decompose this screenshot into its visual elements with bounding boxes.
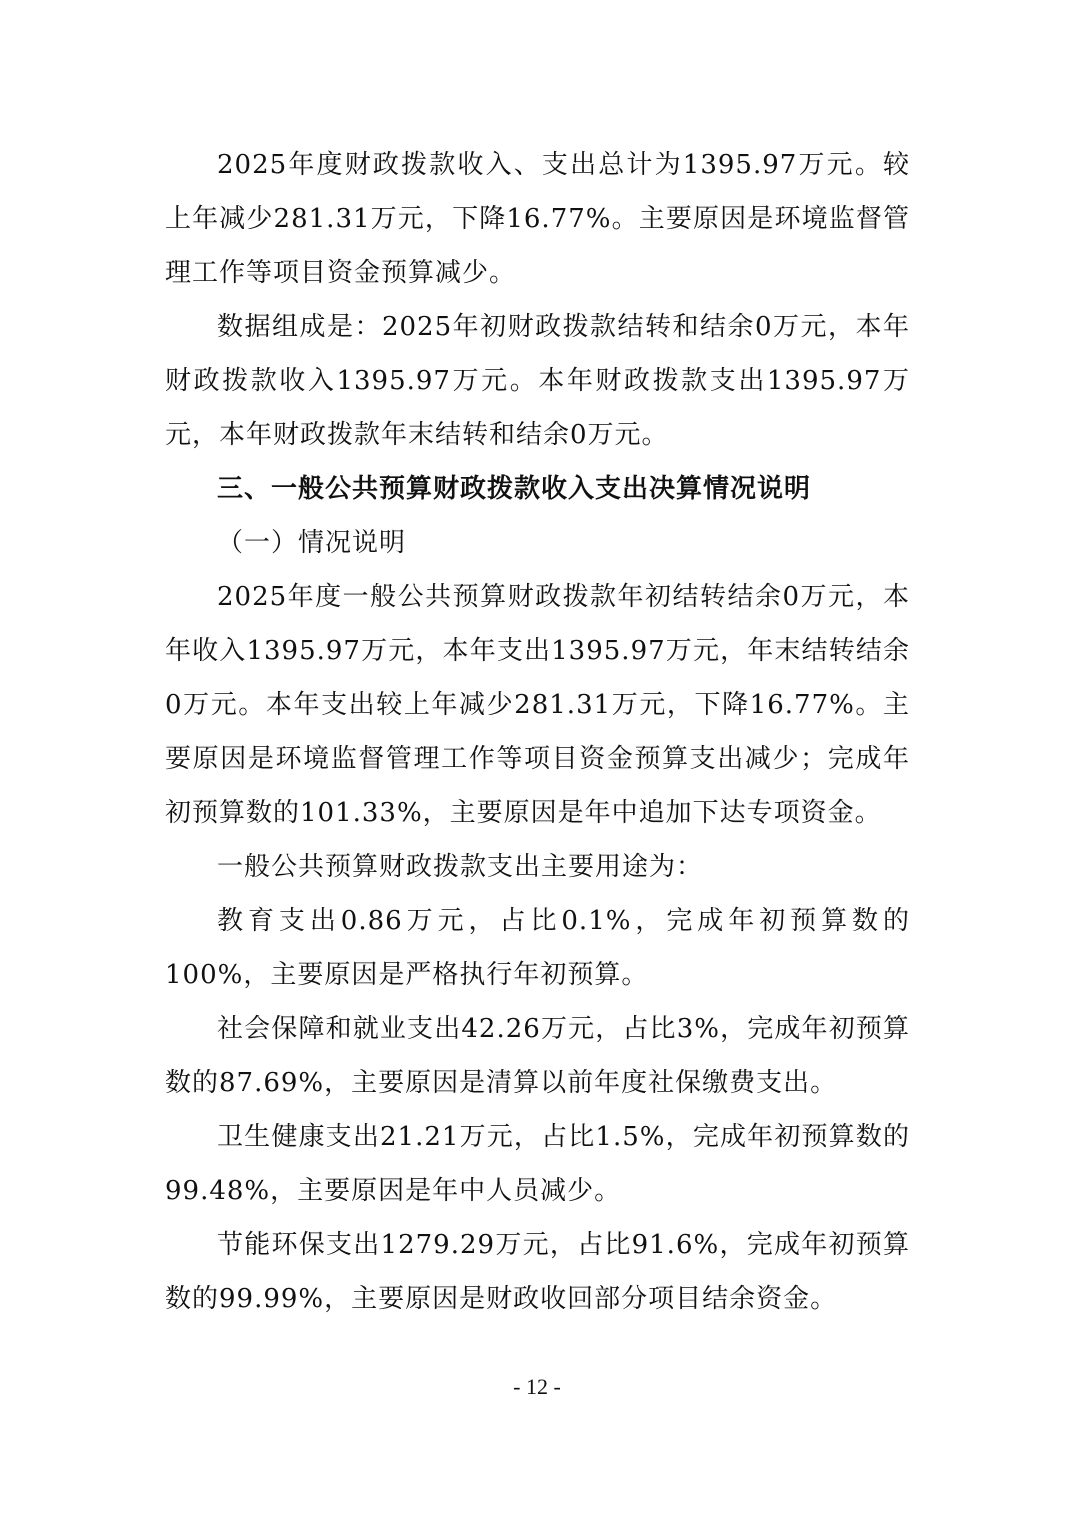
section-heading-3: 三、一般公共预算财政拨款收入支出决算情况说明 bbox=[217, 474, 812, 504]
paragraph-general-budget-summary: 2025年度一般公共预算财政拨款年初结转结余0万元，本年收入1395.97万元，本年支出1395.97万元，年末结转结余0万元。本年支出较上年减少281.31万元，下降16.77%。主要原因是环境监督管理工作等项目资金预算支出减少；完成年初预算数的101.33%，主要原因是年中追加下达专项资金。 bbox=[165, 582, 910, 828]
document-body bbox=[165, 138, 910, 1326]
paragraph-social-security-expense: 社会保障和就业支出42.26万元，占比3%，完成年初预算数的87.69%，主要原因是清算以前年度社保缴费支出。 bbox=[165, 1014, 910, 1098]
paragraph-total-income-expense: 2025年度财政拨款收入、支出总计为1395.97万元。较上年减少281.31万元，下降16.77%。主要原因是环境监督管理工作等项目资金预算减少。 bbox=[165, 150, 910, 288]
paragraph-main-uses-intro: 一般公共预算财政拨款支出主要用途为： bbox=[217, 852, 704, 882]
paragraph-health-expense: 卫生健康支出21.21万元，占比1.5%，完成年初预算数的99.48%，主要原因是年中人员减少。 bbox=[165, 1122, 910, 1206]
page-number: - 12 - bbox=[513, 1374, 561, 1399]
paragraph-environmental-expense: 节能环保支出1279.29万元，占比91.6%，完成年初预算数的99.99%，主要原因是财政收回部分项目结余资金。 bbox=[165, 1230, 910, 1314]
paragraph-education-expense: 教育支出0.86万元，占比0.1%，完成年初预算数的100%，主要原因是严格执行年初预算。 bbox=[165, 906, 910, 990]
subsection-heading-1: （一）情况说明 bbox=[217, 528, 407, 558]
paragraph-data-composition: 数据组成是：2025年初财政拨款结转和结余0万元，本年财政拨款收入1395.97万元。本年财政拨款支出1395.97万元，本年财政拨款年末结转和结余0万元。 bbox=[165, 312, 910, 450]
